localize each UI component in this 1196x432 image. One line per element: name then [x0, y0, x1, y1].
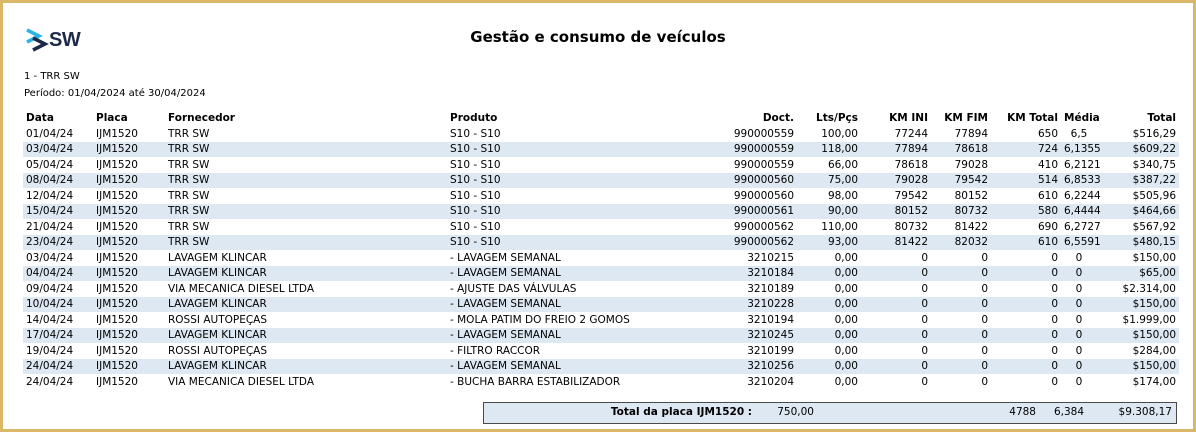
- cell-km-fim: 0: [931, 328, 991, 344]
- totals-label: Total da placa IJM1520 :: [610, 406, 752, 418]
- cell-media: 0: [1075, 251, 1083, 264]
- table-row: [23, 297, 1179, 313]
- cell-km-fim: 0: [981, 375, 988, 388]
- cell-total: $516,29: [1132, 127, 1176, 140]
- cell-doct: 3210204: [747, 375, 794, 388]
- cell-km-ini: 0: [921, 251, 928, 264]
- cell-doct: 3210228: [647, 297, 797, 313]
- cell-km-fim: 0: [981, 251, 988, 264]
- cell-km-total: 724: [991, 142, 1061, 158]
- cell-km-fim: 0: [931, 297, 991, 313]
- cell-km-ini: 77894: [861, 142, 931, 158]
- cell-media: 0: [1061, 297, 1097, 313]
- cell-km-total: 0: [1051, 375, 1058, 388]
- cell-km-total: 0: [991, 328, 1061, 344]
- cell-data: 12/04/24: [26, 189, 74, 202]
- cell-produto: S10 - S10: [447, 204, 647, 220]
- cell-total: $2.314,00: [1122, 282, 1176, 295]
- cell-km-ini: 0: [861, 266, 931, 282]
- cell-total: $150,00: [1132, 251, 1176, 264]
- totals-km-total: 4788: [1009, 406, 1036, 418]
- cell-km-fim: 0: [931, 359, 991, 375]
- cell-km-total: 514: [991, 173, 1061, 189]
- cell-km-fim: 0: [981, 344, 988, 357]
- cell-km-fim: 80152: [954, 189, 988, 202]
- cell-data: 08/04/24: [23, 173, 93, 189]
- cell-produto: - FILTRO RACCOR: [450, 344, 541, 357]
- cell-data: 23/04/24: [23, 235, 93, 251]
- totals-lts: 750,00: [777, 406, 814, 418]
- cell-media: 6,2727: [1064, 220, 1101, 233]
- cell-doct: 990000560: [647, 173, 797, 189]
- cell-total: $387,22: [1097, 173, 1179, 189]
- cell-placa: IJM1520: [93, 142, 165, 158]
- table-row: [23, 173, 1179, 189]
- cell-km-ini: 80732: [894, 220, 928, 233]
- header-doct: Doct.: [762, 112, 794, 124]
- cell-placa: IJM1520: [96, 282, 138, 295]
- cell-total: $480,15: [1097, 235, 1179, 251]
- cell-data: 21/04/24: [26, 220, 74, 233]
- cell-fornecedor: LAVAGEM KLINCAR: [168, 251, 267, 264]
- table-row: [23, 266, 1179, 282]
- cell-placa: IJM1520: [93, 173, 165, 189]
- cell-produto: - LAVAGEM SEMANAL: [450, 251, 561, 264]
- cell-fornecedor: TRR SW: [168, 158, 210, 171]
- cell-doct: 3210215: [747, 251, 794, 264]
- cell-km-fim: 82032: [931, 235, 991, 251]
- cell-lts: 110,00: [821, 220, 858, 233]
- cell-placa: IJM1520: [96, 251, 138, 264]
- cell-data: 14/04/24: [26, 313, 74, 326]
- cell-placa: IJM1520: [93, 204, 165, 220]
- cell-km-fim: 79028: [954, 158, 988, 171]
- cell-doct: 3210194: [747, 313, 794, 326]
- cell-media: 0: [1075, 282, 1083, 295]
- cell-km-total: 0: [991, 359, 1061, 375]
- cell-lts: 0,00: [834, 375, 858, 388]
- cell-data: 24/04/24: [23, 359, 93, 375]
- cell-km-ini: 0: [861, 359, 931, 375]
- cell-produto: - LAVAGEM SEMANAL: [447, 297, 647, 313]
- cell-data: 19/04/24: [26, 344, 74, 357]
- cell-km-ini: 81422: [861, 235, 931, 251]
- cell-doct: 3210184: [647, 266, 797, 282]
- cell-lts: 100,00: [821, 127, 858, 140]
- table-body: [23, 126, 1179, 390]
- header-total: Total: [1147, 112, 1176, 124]
- cell-doct: 990000560: [733, 189, 794, 202]
- cell-total: $1.999,00: [1122, 313, 1176, 326]
- cell-total: $150,00: [1097, 297, 1179, 313]
- cell-lts: 98,00: [827, 189, 858, 202]
- cell-km-fim: 0: [981, 282, 988, 295]
- cell-km-fim: 0: [981, 313, 988, 326]
- cell-fornecedor: TRR SW: [165, 235, 447, 251]
- cell-data: 10/04/24: [23, 297, 93, 313]
- period-label: Período: 01/04/2024 até 30/04/2024: [24, 88, 206, 99]
- table-row: [23, 281, 1179, 297]
- cell-km-total: 690: [1037, 220, 1058, 233]
- cell-fornecedor: VIA MECANICA DIESEL LTDA: [168, 282, 315, 295]
- cell-total: $150,00: [1097, 328, 1179, 344]
- cell-fornecedor: ROSSI AUTOPEÇAS: [168, 313, 268, 326]
- cell-fornecedor: LAVAGEM KLINCAR: [165, 297, 447, 313]
- cell-media: 0: [1075, 313, 1083, 326]
- cell-produto: - LAVAGEM SEMANAL: [447, 359, 647, 375]
- cell-km-fim: 81422: [954, 220, 988, 233]
- cell-placa: IJM1520: [93, 359, 165, 375]
- cell-data: 05/04/24: [26, 158, 74, 171]
- cell-fornecedor: LAVAGEM KLINCAR: [165, 359, 447, 375]
- cell-km-ini: 77244: [894, 127, 928, 140]
- cell-produto: S10 - S10: [450, 158, 501, 171]
- plate-totals-bar: [483, 402, 1177, 424]
- cell-lts: 0,00: [834, 251, 858, 264]
- cell-produto: S10 - S10: [450, 220, 501, 233]
- report-table: [23, 110, 1179, 390]
- cell-fornecedor: TRR SW: [165, 142, 447, 158]
- cell-total: $464,66: [1097, 204, 1179, 220]
- cell-produto: S10 - S10: [450, 127, 501, 140]
- cell-media: 6,5: [1070, 127, 1088, 140]
- cell-km-ini: 0: [861, 297, 931, 313]
- cell-data: 04/04/24: [23, 266, 93, 282]
- cell-lts: 66,00: [827, 158, 858, 171]
- table-row: [23, 328, 1179, 344]
- cell-doct: 990000561: [647, 204, 797, 220]
- cell-data: 15/04/24: [23, 204, 93, 220]
- cell-km-total: 610: [991, 235, 1061, 251]
- cell-fornecedor: LAVAGEM KLINCAR: [165, 266, 447, 282]
- header-produto: Produto: [450, 112, 498, 124]
- cell-km-total: 0: [991, 266, 1061, 282]
- header-km-total: KM Total: [1007, 112, 1058, 124]
- cell-placa: IJM1520: [96, 127, 138, 140]
- cell-doct: 990000559: [647, 142, 797, 158]
- cell-km-total: 610: [1037, 189, 1058, 202]
- cell-fornecedor: TRR SW: [165, 204, 447, 220]
- header-fornecedor: Fornecedor: [168, 112, 235, 124]
- cell-km-ini: 0: [921, 375, 928, 388]
- cell-fornecedor: VIA MECANICA DIESEL LTDA: [168, 375, 315, 388]
- cell-km-total: 0: [1051, 282, 1058, 295]
- cell-total: $609,22: [1097, 142, 1179, 158]
- totals-media: 6,384: [1053, 406, 1084, 418]
- cell-total: $505,96: [1132, 189, 1176, 202]
- cell-media: 0: [1061, 266, 1097, 282]
- cell-fornecedor: LAVAGEM KLINCAR: [165, 328, 447, 344]
- cell-lts: 118,00: [797, 142, 861, 158]
- cell-lts: 0,00: [834, 313, 858, 326]
- cell-doct: 3210199: [747, 344, 794, 357]
- cell-media: 0: [1075, 344, 1083, 357]
- cell-doct: 3210245: [647, 328, 797, 344]
- table-row: [23, 235, 1179, 251]
- cell-km-fim: 80732: [931, 204, 991, 220]
- cell-km-fim: 79542: [931, 173, 991, 189]
- cell-data: 24/04/24: [26, 375, 74, 388]
- table-row: [23, 374, 1179, 390]
- cell-lts: 0,00: [834, 282, 858, 295]
- company-label: 1 - TRR SW: [24, 71, 80, 82]
- cell-km-ini: 0: [921, 344, 928, 357]
- cell-km-total: 410: [1037, 158, 1058, 171]
- header-placa: Placa: [96, 112, 128, 124]
- totals-total: $9.308,17: [1118, 406, 1172, 418]
- cell-placa: IJM1520: [96, 189, 138, 202]
- cell-fornecedor: ROSSI AUTOPEÇAS: [168, 344, 268, 357]
- cell-doct: 3210256: [647, 359, 797, 375]
- cell-total: $284,00: [1132, 344, 1176, 357]
- header-km-ini: KM INI: [889, 112, 928, 124]
- cell-data: 17/04/24: [23, 328, 93, 344]
- cell-data: 01/04/24: [26, 127, 74, 140]
- table-row: [23, 142, 1179, 158]
- table-row: [23, 204, 1179, 220]
- table-row: [23, 312, 1179, 328]
- cell-km-fim: 0: [931, 266, 991, 282]
- header-data: Data: [26, 112, 54, 124]
- cell-km-fim: 77894: [954, 127, 988, 140]
- cell-media: 6,4444: [1061, 204, 1097, 220]
- cell-media: 6,2244: [1064, 189, 1101, 202]
- cell-data: 03/04/24: [26, 251, 74, 264]
- table-row: [23, 188, 1179, 204]
- cell-fornecedor: TRR SW: [168, 189, 210, 202]
- cell-total: $174,00: [1132, 375, 1176, 388]
- cell-km-ini: 78618: [894, 158, 928, 171]
- cell-produto: S10 - S10: [450, 189, 501, 202]
- cell-doct: 990000562: [647, 235, 797, 251]
- cell-media: 6,1355: [1061, 142, 1097, 158]
- cell-placa: IJM1520: [93, 297, 165, 313]
- cell-lts: 75,00: [797, 173, 861, 189]
- cell-km-ini: 80152: [861, 204, 931, 220]
- cell-placa: IJM1520: [93, 235, 165, 251]
- cell-placa: IJM1520: [93, 328, 165, 344]
- cell-doct: 3210189: [747, 282, 794, 295]
- cell-doct: 990000562: [733, 220, 794, 233]
- cell-lts: 0,00: [797, 359, 861, 375]
- cell-media: 0: [1061, 328, 1097, 344]
- cell-placa: IJM1520: [96, 344, 138, 357]
- cell-lts: 0,00: [834, 344, 858, 357]
- cell-media: 0: [1075, 375, 1083, 388]
- cell-total: $150,00: [1097, 359, 1179, 375]
- table-row: [23, 343, 1179, 359]
- cell-km-ini: 0: [921, 282, 928, 295]
- cell-placa: IJM1520: [96, 375, 138, 388]
- cell-doct: 990000559: [733, 127, 794, 140]
- cell-placa: IJM1520: [96, 158, 138, 171]
- report-title: Gestão e consumo de veículos: [470, 28, 726, 46]
- cell-km-fim: 78618: [931, 142, 991, 158]
- cell-fornecedor: TRR SW: [168, 220, 210, 233]
- cell-total: $340,75: [1132, 158, 1176, 171]
- cell-produto: - LAVAGEM SEMANAL: [447, 328, 647, 344]
- cell-produto: S10 - S10: [447, 142, 647, 158]
- cell-lts: 93,00: [797, 235, 861, 251]
- cell-produto: S10 - S10: [447, 235, 647, 251]
- cell-produto: S10 - S10: [447, 173, 647, 189]
- cell-data: 03/04/24: [23, 142, 93, 158]
- cell-total: $65,00: [1097, 266, 1179, 282]
- header-lts: Lts/Pçs: [816, 112, 858, 124]
- cell-doct: 990000559: [733, 158, 794, 171]
- header-media: Média: [1064, 112, 1100, 124]
- cell-km-total: 0: [991, 297, 1061, 313]
- cell-media: 0: [1061, 359, 1097, 375]
- cell-lts: 0,00: [797, 328, 861, 344]
- cell-placa: IJM1520: [96, 220, 138, 233]
- cell-fornecedor: TRR SW: [168, 127, 210, 140]
- cell-media: 6,8533: [1061, 173, 1097, 189]
- logo-text: SW: [49, 28, 81, 51]
- cell-km-ini: 79542: [894, 189, 928, 202]
- table-row: [23, 219, 1179, 235]
- cell-km-ini: 0: [921, 313, 928, 326]
- cell-media: 6,2121: [1064, 158, 1101, 171]
- cell-produto: - MOLA PATIM DO FREIO 2 GOMOS: [450, 313, 630, 326]
- cell-km-ini: 79028: [861, 173, 931, 189]
- cell-placa: IJM1520: [93, 266, 165, 282]
- cell-lts: 90,00: [797, 204, 861, 220]
- cell-placa: IJM1520: [96, 313, 138, 326]
- header-km-fim: KM FIM: [944, 112, 988, 124]
- cell-produto: - AJUSTE DAS VÁLVULAS: [450, 282, 577, 295]
- table-row: [23, 250, 1179, 266]
- cell-km-total: 0: [1051, 313, 1058, 326]
- cell-km-ini: 0: [861, 328, 931, 344]
- cell-km-total: 0: [1051, 251, 1058, 264]
- cell-data: 09/04/24: [26, 282, 74, 295]
- cell-km-total: 580: [991, 204, 1061, 220]
- table-row: [23, 126, 1179, 142]
- table-row: [23, 157, 1179, 173]
- cell-km-total: 650: [1037, 127, 1058, 140]
- table-row: [23, 359, 1179, 375]
- cell-total: $567,92: [1132, 220, 1176, 233]
- cell-media: 6,5591: [1061, 235, 1097, 251]
- table-header-row: [23, 110, 1179, 126]
- cell-produto: - LAVAGEM SEMANAL: [447, 266, 647, 282]
- cell-fornecedor: TRR SW: [165, 173, 447, 189]
- cell-lts: 0,00: [797, 297, 861, 313]
- cell-km-total: 0: [1051, 344, 1058, 357]
- cell-produto: - BUCHA BARRA ESTABILIZADOR: [450, 375, 621, 388]
- cell-lts: 0,00: [797, 266, 861, 282]
